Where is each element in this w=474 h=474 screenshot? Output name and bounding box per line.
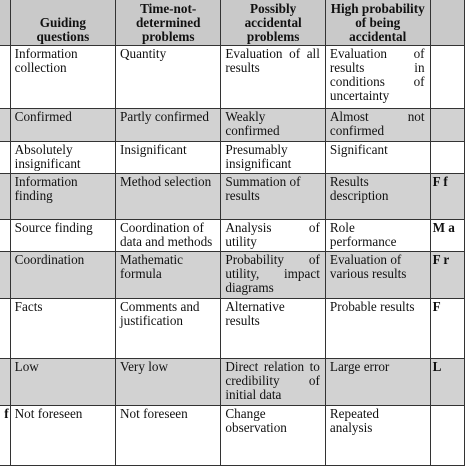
table-cell: Alternative results [221, 299, 326, 359]
table-cell: Weakly confirmed [221, 109, 326, 142]
row-edge-cell: L [430, 359, 464, 406]
header-row [0, 0, 465, 46]
row-edge-cell [430, 46, 464, 109]
row-edge-cell: f [0, 406, 10, 466]
header-time-not-determined: Time-not-determined problems [116, 0, 221, 46]
table-cell: Probability of utility, impact diagrams [221, 252, 326, 299]
table-cell: Partly confirmed [116, 109, 221, 142]
table-cell: Presumably insignificant [221, 142, 326, 174]
table-row [0, 359, 465, 406]
table-cell: Method selection [116, 174, 221, 220]
row-edge-cell: M a [430, 220, 464, 252]
table-cell: Not foreseen [10, 406, 115, 466]
table-row [0, 174, 465, 220]
table-cell: Summation of results [221, 174, 326, 220]
table-cell: Insignificant [116, 142, 221, 174]
table-cell: Low [10, 359, 115, 406]
table-row [0, 252, 465, 299]
header-possibly-accidental: Possibly accidental problems [221, 0, 326, 46]
table-cell: Change observation [221, 406, 326, 466]
table-cell: Evaluation of all results [221, 46, 326, 109]
table-cell: Information collection [10, 46, 115, 109]
table-row [0, 46, 465, 109]
table-cell: Mathematic formula [116, 252, 221, 299]
row-edge-cell [0, 252, 10, 299]
header-guiding-questions: Guiding questions [10, 0, 115, 46]
header-cell-left-edge [0, 0, 10, 46]
row-edge-cell: F r [430, 252, 464, 299]
row-edge-cell [430, 142, 464, 174]
table-cell: Probable results [325, 299, 430, 359]
table-cell: Very low [116, 359, 221, 406]
table-cell: Significant [325, 142, 430, 174]
table-cell: Evaluation of various results [325, 252, 430, 299]
table-cell: Almost not confirmed [325, 109, 430, 142]
table-cell: Quantity [116, 46, 221, 109]
header-cell-right-edge [430, 0, 464, 46]
table-cell: Coordination of data and methods [116, 220, 221, 252]
table-cell: Information finding [10, 174, 115, 220]
table-cell: Not foreseen [116, 406, 221, 466]
row-edge-cell [0, 142, 10, 174]
row-edge-cell [430, 406, 464, 466]
table-cell: Direct relation to credibility of initial data [221, 359, 326, 406]
header-high-probability: High probability of being accidental [325, 0, 430, 46]
table-cell: Facts [10, 299, 115, 359]
table-row [0, 299, 465, 359]
table-cell: Evaluation of results in conditions of uncertainty [325, 46, 430, 109]
table-cell: Large error [325, 359, 430, 406]
table-row [0, 220, 465, 252]
row-edge-cell [0, 359, 10, 406]
table-cell: Analysis of utility [221, 220, 326, 252]
row-edge-cell: F [430, 299, 464, 359]
row-edge-cell [0, 174, 10, 220]
table-cell: Confirmed [10, 109, 115, 142]
row-edge-cell [430, 109, 464, 142]
table-cell: Role performance [325, 220, 430, 252]
row-edge-cell [0, 109, 10, 142]
table-row [0, 109, 465, 142]
row-edge-cell [0, 299, 10, 359]
row-edge-cell [0, 46, 10, 109]
table-cell: Coordination [10, 252, 115, 299]
table-cell: Repeated analysis [325, 406, 430, 466]
table-row [0, 406, 465, 466]
table-row [0, 142, 465, 174]
table-cell: Source finding [10, 220, 115, 252]
row-edge-cell: F f [430, 174, 464, 220]
table-cell: Comments and justification [116, 299, 221, 359]
table-cell: Absolutely insignificant [10, 142, 115, 174]
table-cell: Results description [325, 174, 430, 220]
row-edge-cell [0, 220, 10, 252]
